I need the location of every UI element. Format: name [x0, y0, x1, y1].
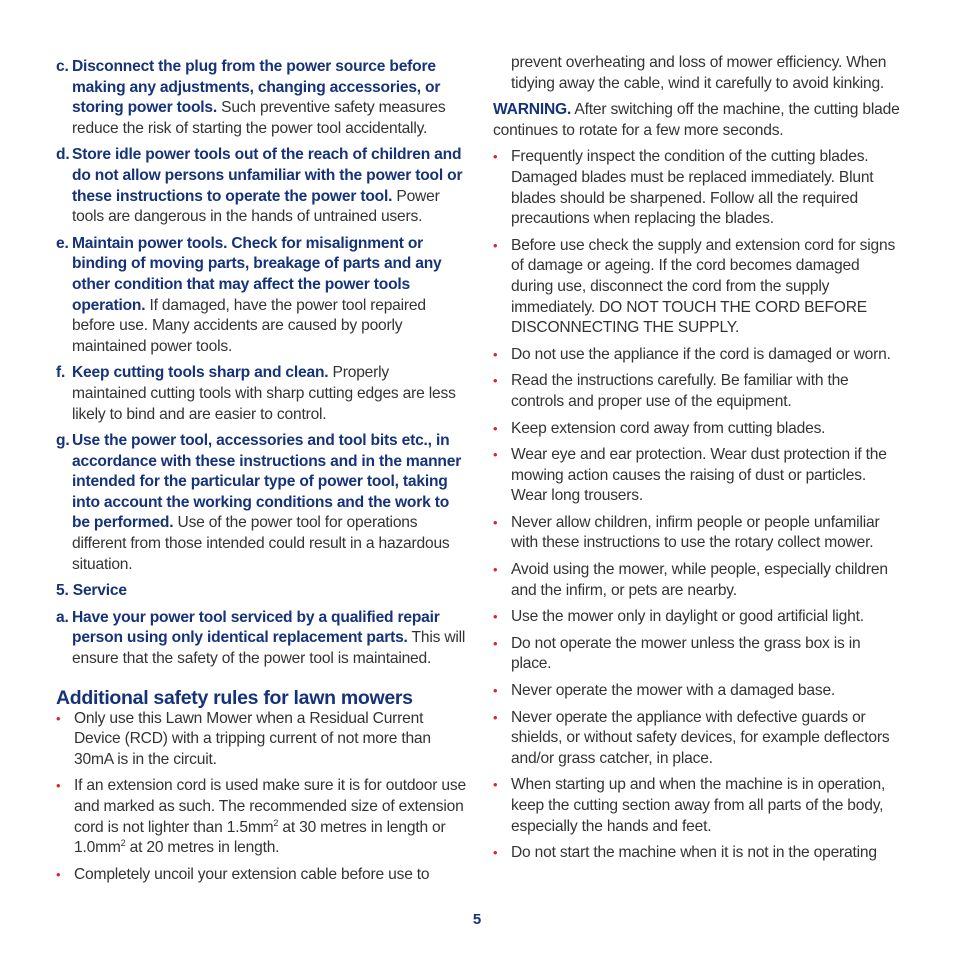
bullet-icon: •: [493, 346, 498, 362]
rule-text: Power tools are dangerous in the hands of untrained users.: [72, 187, 440, 226]
rule-letter: d.: [56, 146, 70, 164]
rule-letter: e.: [56, 234, 69, 252]
list-item: [493, 775, 903, 837]
rule-e: [56, 234, 466, 358]
list-item: [56, 865, 466, 886]
bullet-icon: •: [493, 373, 498, 389]
list-item: [493, 371, 903, 412]
rule-c: [56, 57, 466, 139]
rule-bold-text: Disconnect the plug from the power source before making any adjustments, changing accessories, or storing power tools.: [72, 58, 441, 117]
list-item: [493, 513, 903, 554]
warning-label: WARNING.: [493, 101, 572, 119]
bullet-icon: •: [493, 845, 498, 861]
right-column: [493, 53, 903, 870]
list-item-text: Wear eye and ear protection. Wear dust protection if the mowing action causes the raising of dust or particles. Wear long trousers.: [511, 446, 887, 505]
rule-text: Use of the power tool for operations different from those intended could result in a hazardous situation.: [72, 514, 450, 573]
warning-text: After switching off the machine, the cutting blade continues to rotate for a few more seconds.: [493, 101, 900, 139]
page-number: 5: [472, 911, 482, 928]
list-item-text: Avoid using the mower, while people, especially children and the infirm, or pets are nearby.: [511, 561, 888, 599]
list-item-text: at 20 metres in length.: [125, 839, 280, 857]
superscript: 2: [120, 838, 126, 848]
rule-letter: c.: [56, 58, 69, 75]
list-item-text: If an extension cord is used make sure it is for outdoor use and marked as such. The recommended size of extension cord is not lighter than 1.5mm: [74, 777, 466, 836]
bullet-icon: •: [56, 866, 61, 882]
bullet-icon: •: [493, 609, 498, 625]
bullet-icon: •: [493, 709, 498, 725]
bullet-icon: •: [493, 149, 498, 165]
list-item: [56, 709, 466, 771]
superscript: 2: [273, 817, 279, 828]
rule-g: [56, 431, 466, 575]
rule-letter: a.: [56, 608, 69, 626]
list-item-text: Do not use the appliance if the cord is damaged or worn.: [511, 345, 891, 363]
list-item: [493, 445, 903, 507]
bullet-icon: •: [493, 237, 498, 253]
list-item-text: Frequently inspect the condition of the cutting blades. Damaged blades must be replaced immediately. Blunt blades should be sharpened. Follow all the required precautions when replacing the blades.: [511, 148, 874, 228]
list-item: [493, 681, 903, 702]
list-item: [493, 708, 903, 770]
bullet-icon: •: [493, 562, 498, 578]
rule-text: This will ensure that the safety of the power tool is maintained.: [72, 629, 466, 668]
list-item-text: Never operate the mower with a damaged base.: [511, 682, 836, 700]
list-item-text: Before use check the supply and extension cord for signs of damage or ageing. If the cord becomes damaged during use, disconnect the cord from the supply immediately. DO NOT TOUCH THE CORD BEFORE DISCONNECTING THE SUPPLY.: [511, 236, 896, 337]
rule-d: [56, 145, 466, 227]
list-item: [493, 236, 903, 339]
rule-bold-text: Keep cutting tools sharp and clean.: [72, 364, 329, 382]
rule-text: If damaged, have the power tool repaired before use. Many accidents are caused by poorly maintained power tools.: [72, 296, 426, 355]
bullet-icon: •: [493, 447, 498, 463]
lawn-mower-rules-list: [56, 709, 466, 886]
right-rules-list: [493, 147, 903, 863]
service-rule-a: [56, 608, 466, 670]
bullet-icon: •: [493, 514, 498, 530]
list-item-text: Never operate the appliance with defective guards or shields, or without safety devices, for example deflectors and/or grass catcher, in place.: [511, 708, 890, 767]
list-item-text: at 30 metres in length or 1.0mm: [74, 818, 446, 857]
list-item: [493, 419, 903, 440]
list-item: [56, 776, 466, 858]
list-item-text: Use the mower only in daylight or good artificial light.: [511, 608, 864, 626]
list-item-text: Completely uncoil your extension cable before use to: [74, 865, 430, 883]
list-item: [493, 607, 903, 628]
bullet-icon: •: [493, 777, 498, 793]
rule-letter: g.: [56, 432, 70, 450]
list-item-text: Keep extension cord away from cutting blades.: [511, 419, 826, 437]
section-heading: Additional safety rules for lawn mowers: [56, 686, 413, 709]
rule-bold-text: Have your power tool serviced by a qualified repair person using only identical replacement parts.: [72, 608, 440, 647]
rule-text: Properly maintained cutting tools with sharp cutting edges are less likely to bind and are easier to control.: [72, 364, 456, 423]
list-item-text: Do not operate the mower unless the grass box is in place.: [511, 634, 861, 673]
list-item-text: When starting up and when the machine is in operation, keep the cutting section away from all parts of the body, especially the hands and feet.: [511, 776, 886, 835]
bullet-icon: •: [56, 778, 61, 794]
bullet-icon: •: [493, 683, 498, 699]
rule-text: Such preventive safety measures reduce the risk of starting the power tool accidentally.: [72, 99, 446, 137]
rule-letter: f.: [56, 364, 66, 382]
rule-bold-text: Use the power tool, accessories and tool bits etc., in accordance with these instructions and in the manner intended for the particular type of power tool, taking into account the working conditions and the work to be performed.: [72, 432, 462, 532]
warning-paragraph: [493, 100, 903, 141]
left-column: [56, 57, 466, 891]
bullet-icon: •: [56, 710, 61, 726]
list-item: [493, 147, 903, 229]
continuation-paragraph: prevent overheating and loss of mower efficiency. When tidying away the cable, wind it carefully to avoid kinking.: [511, 54, 887, 92]
list-item: [493, 634, 903, 675]
bullet-icon: •: [493, 635, 498, 651]
list-item: [493, 560, 903, 601]
list-item: [493, 843, 903, 864]
service-heading: 5. Service: [56, 582, 127, 600]
bullet-icon: •: [493, 420, 498, 436]
list-item: [493, 345, 903, 366]
rule-bold-text: Store idle power tools out of the reach of children and do not allow persons unfamiliar with the power tool or these instructions to operate the power tool.: [72, 146, 463, 205]
list-item-text: Read the instructions carefully. Be familiar with the controls and proper use of the equipment.: [511, 372, 849, 410]
list-item-text: Do not start the machine when it is not in the operating: [511, 844, 877, 862]
list-item-text: Never allow children, infirm people or people unfamiliar with these instructions to use the rotary collect mower.: [511, 513, 880, 552]
rule-bold-text: Maintain power tools. Check for misalignment or binding of moving parts, breakage of parts and any other condition that may affect the power tools operation.: [72, 234, 442, 314]
rule-f: [56, 363, 466, 425]
list-item-text: Only use this Lawn Mower when a Residual Current Device (RCD) with a tripping current of not more than 30mA is in the circuit.: [74, 709, 431, 768]
